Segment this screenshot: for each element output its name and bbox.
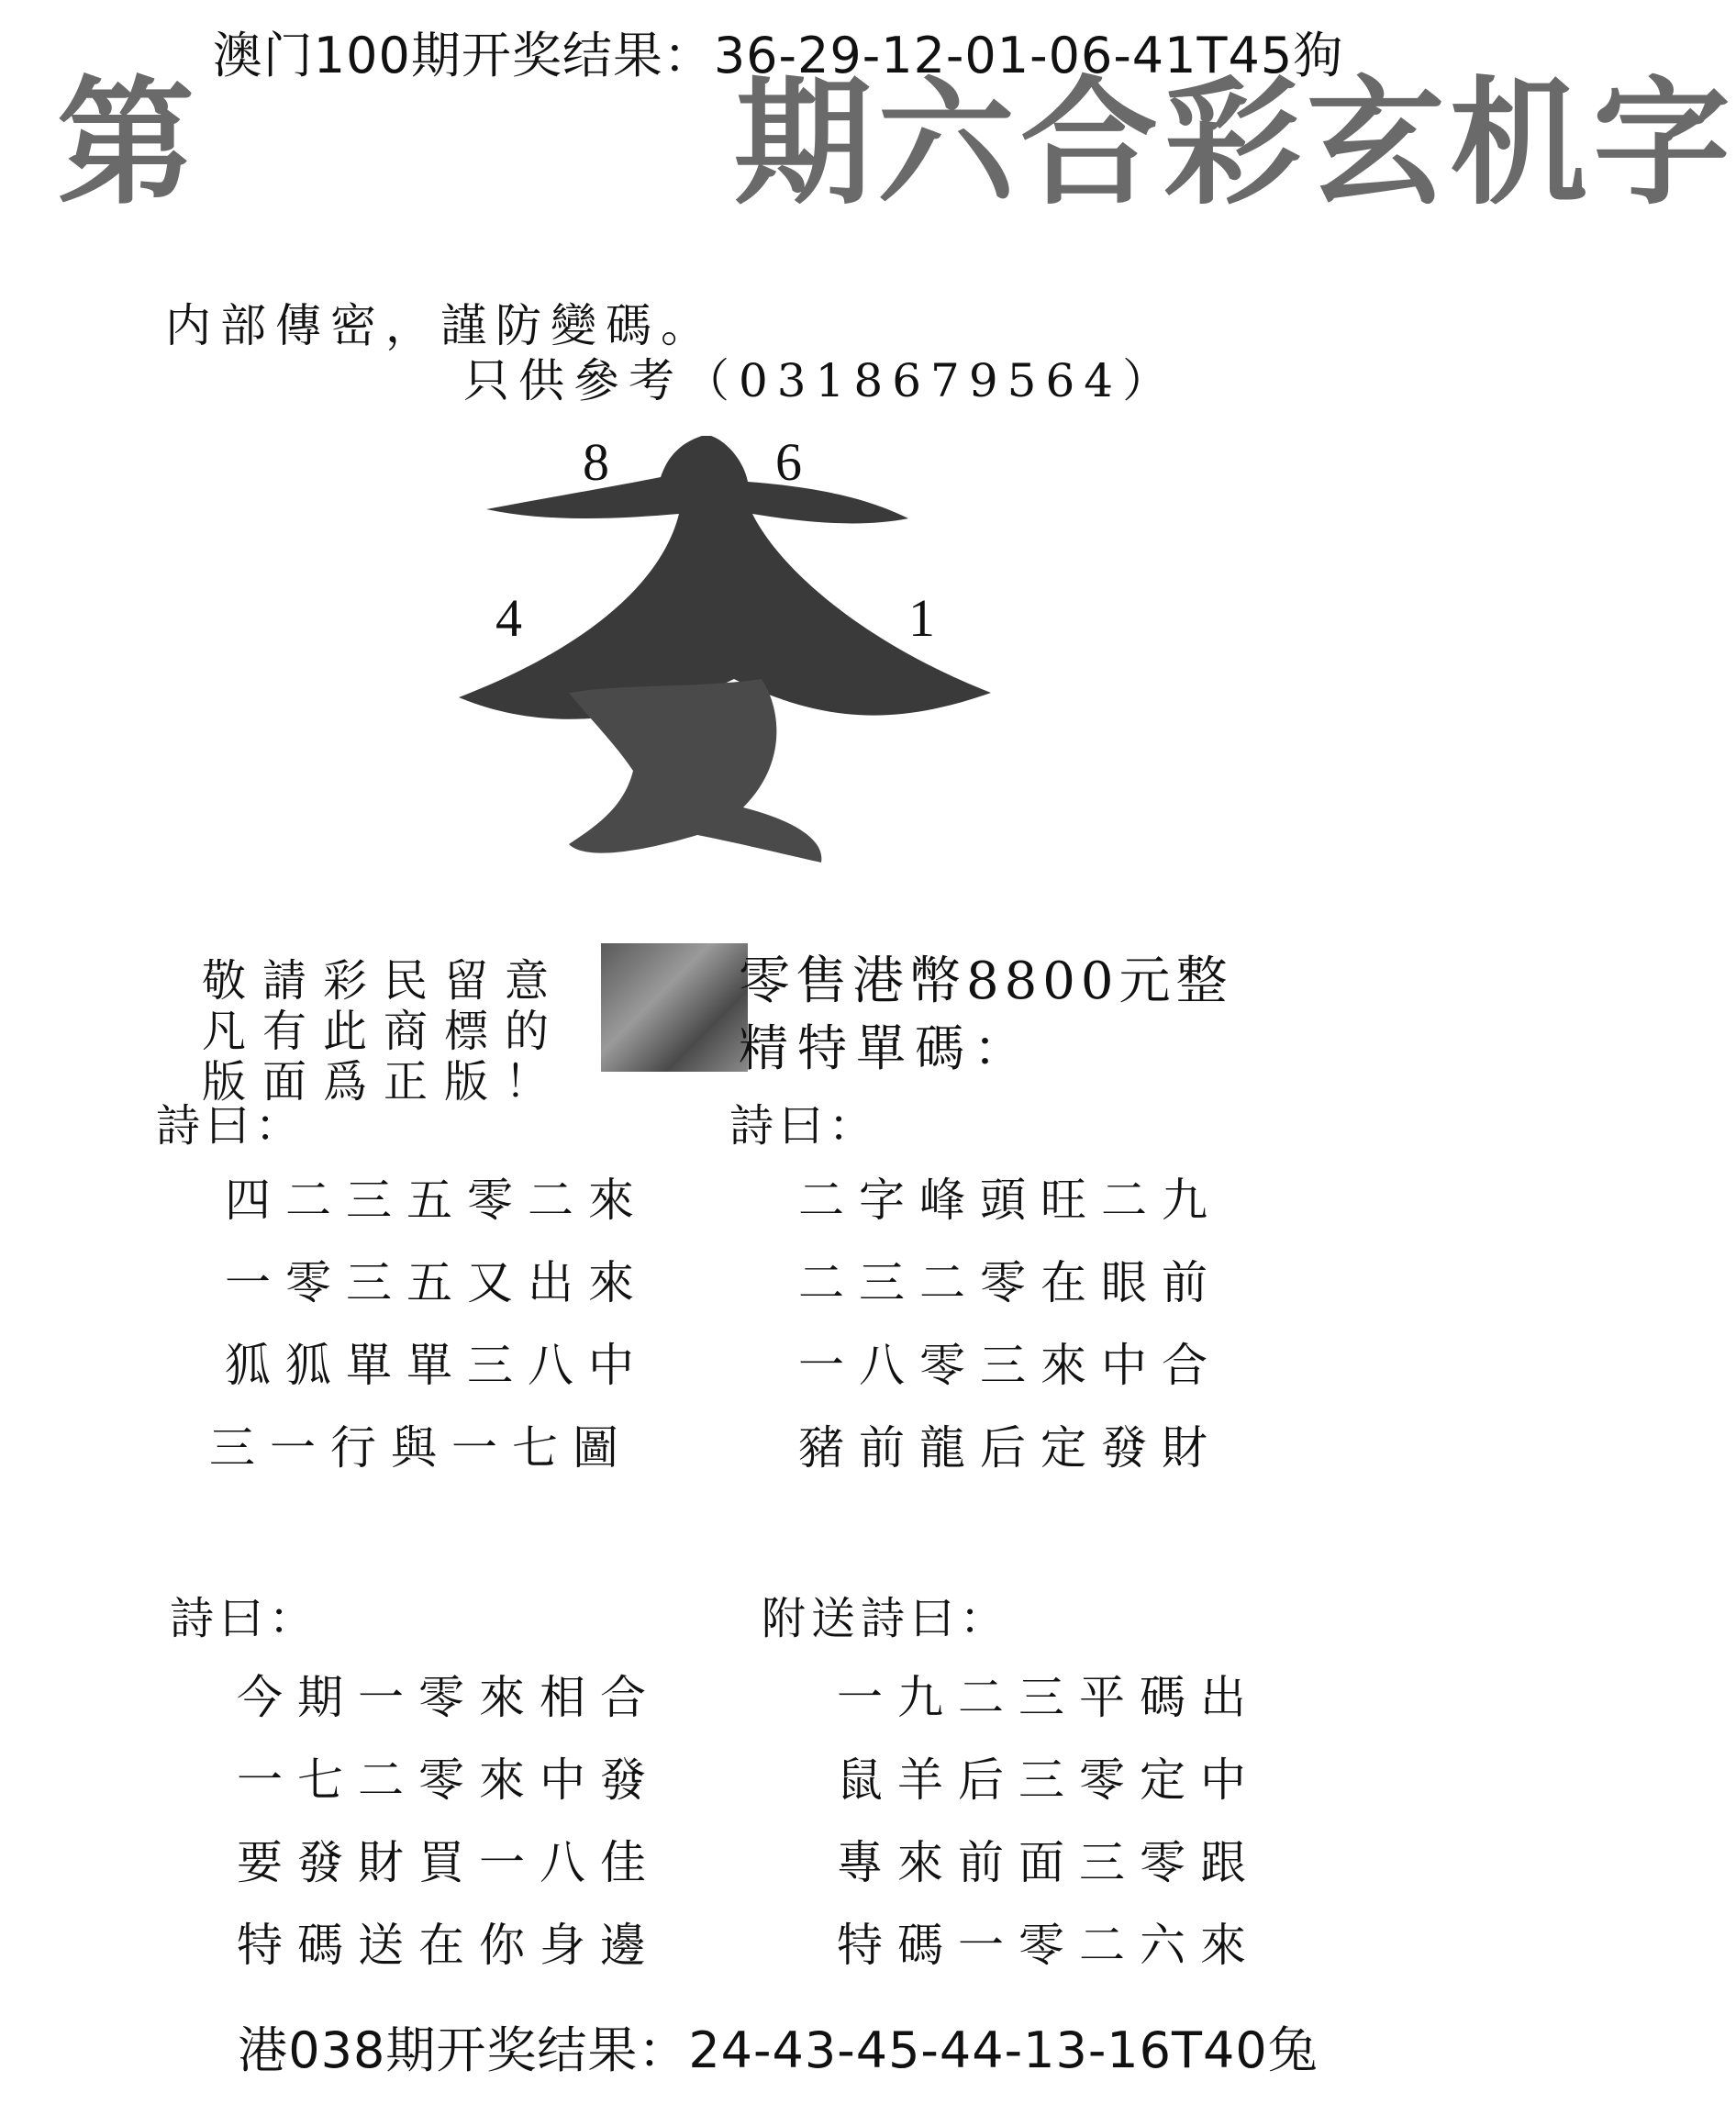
da-character-shape bbox=[459, 436, 991, 719]
poem-label: 詩曰： bbox=[170, 1593, 319, 1644]
monkey-character-shape bbox=[569, 679, 821, 863]
poem-line: 狐狐單單三八中 bbox=[225, 1339, 649, 1392]
special-number-label: 精特單碼： bbox=[739, 1019, 1032, 1077]
attention-line-1: 敬請彩民留意 bbox=[202, 955, 566, 1007]
price-text: 零售港幣8800元整 bbox=[739, 952, 1233, 1011]
poem-line: 鼠羊后三零定中 bbox=[837, 1753, 1261, 1807]
emblem-number-1: 1 bbox=[908, 588, 935, 648]
poem-line: 一九二三平碼出 bbox=[837, 1671, 1261, 1724]
header-result: 澳门100期开奖结果：36-29-12-01-06-41T45狗 bbox=[212, 27, 1344, 84]
poem-line: 二字峰頭旺二九 bbox=[798, 1174, 1222, 1227]
trademark-logo bbox=[601, 943, 748, 1072]
poem-line: 要發財買一八佳 bbox=[237, 1836, 661, 1889]
emblem-number-8: 8 bbox=[583, 432, 609, 492]
banner-title: 期六合彩玄机字 bbox=[734, 64, 1736, 224]
poem-label: 附送詩曰： bbox=[762, 1593, 1010, 1644]
attention-line-2: 凡有此商標的 bbox=[202, 1006, 566, 1057]
poem-line: 今期一零來相合 bbox=[237, 1671, 661, 1724]
poem-line: 豬前龍后定發財 bbox=[798, 1421, 1222, 1475]
poem-label: 詩曰： bbox=[156, 1100, 306, 1152]
attention-line-3: 版面爲正版！ bbox=[202, 1056, 566, 1108]
poem-line: 專來前面三零跟 bbox=[837, 1836, 1261, 1889]
notice-line2: 只供參考（0318679564） bbox=[463, 354, 1178, 407]
poem-line: 四二三五零二來 bbox=[225, 1174, 649, 1227]
notice-line1: 内部傳密，謹防變碼。 bbox=[165, 299, 716, 352]
poem-line: 三一行與一七圖 bbox=[209, 1421, 633, 1475]
poem-line: 一八零三來中合 bbox=[798, 1339, 1222, 1392]
emblem-number-6: 6 bbox=[775, 432, 802, 492]
emblem-number-4: 4 bbox=[495, 588, 522, 648]
poem-line: 特碼送在你身邊 bbox=[237, 1919, 661, 1972]
poem-line: 一七二零來中發 bbox=[237, 1753, 661, 1807]
poem-label: 詩曰： bbox=[729, 1100, 879, 1152]
poem-line: 特碼一零二六來 bbox=[837, 1919, 1261, 1972]
poem-line: 一零三五又出來 bbox=[225, 1256, 649, 1309]
emblem-graphic bbox=[349, 431, 1064, 890]
footer-result: 港038期开奖结果：24-43-45-44-13-16T40兔 bbox=[238, 2021, 1319, 2079]
emblem bbox=[349, 431, 1064, 890]
poem-line: 二三二零在眼前 bbox=[798, 1256, 1222, 1309]
banner-prefix: 第 bbox=[57, 64, 201, 224]
